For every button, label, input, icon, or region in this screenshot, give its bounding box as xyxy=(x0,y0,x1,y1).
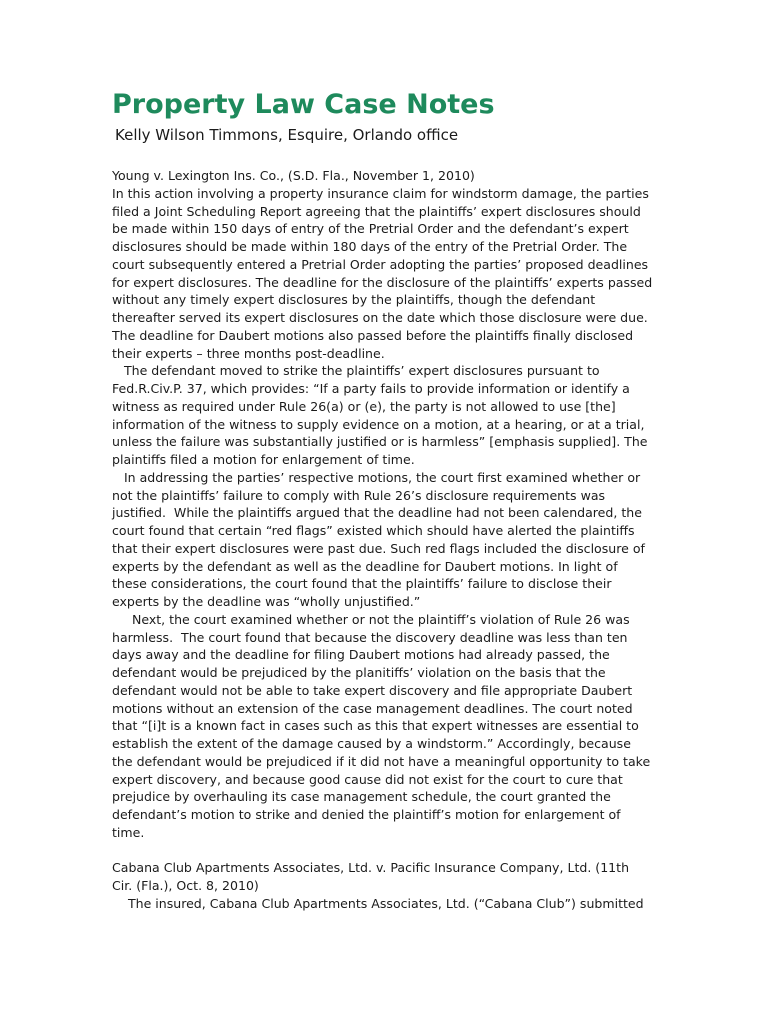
text-line: for expert disclosures. The deadline for the disclosure of the plaintiffs’ experts passed xyxy=(112,274,653,290)
text-line: The insured, Cabana Club Apartments Associates, Ltd. (“Cabana Club”) submitted xyxy=(112,895,644,911)
case-note xyxy=(112,859,678,912)
text-line: In this action involving a property insurance claim for windstorm damage, the parties xyxy=(112,185,649,201)
text-line: the defendant would be prejudiced if it did not have a meaningful opportunity to take xyxy=(112,753,651,769)
text-line: justified. While the plaintiffs argued that the deadline had not been calendared, the xyxy=(112,505,642,521)
text-line: In addressing the parties’ respective motions, the court first examined whether or xyxy=(112,469,641,485)
text-line: Next, the court examined whether or not the plaintiff’s violation of Rule 26 was xyxy=(112,611,630,627)
text-line: defendant would not be able to take expert discovery and file appropriate Daubert xyxy=(112,682,633,698)
text-line: experts by the defendant as well as the deadline for Daubert motions. In light of xyxy=(112,558,618,574)
text-line: Young v. Lexington Ins. Co., (S.D. Fla., November 1, 2010) xyxy=(112,168,475,183)
text-line: information of the witness to supply evidence on a motion, at a hearing, or at a trial, xyxy=(112,416,645,432)
text-line: plaintiffs filed a motion for enlargement of time. xyxy=(112,452,415,467)
author-byline: Kelly Wilson Timmons, Esquire, Orlando office xyxy=(115,126,459,144)
text-line: that “[i]t is a known fact in cases such as this that expert witnesses are essential to xyxy=(112,718,639,734)
text-line: days away and the deadline for filing Daubert motions had already passed, the xyxy=(112,647,610,663)
text-line: Cabana Club Apartments Associates, Ltd. v. Pacific Insurance Company, Ltd. (11th xyxy=(112,860,630,876)
text-line: that their expert disclosures were past due. Such red flags included the disclosure of xyxy=(112,540,645,556)
text-line: witness as required under Rule 26(a) or (e), the party is not allowed to use [the] xyxy=(112,398,616,414)
text-line: The deadline for Daubert motions also passed before the plaintiffs finally disclosed xyxy=(112,327,634,343)
text-line: prejudice by overhauling its case management schedule, the court granted the xyxy=(112,789,611,805)
text-line: not the plaintiffs’ failure to comply with Rule 26’s disclosure requirements was xyxy=(112,487,606,503)
text-line: court found that certain “red flags” existed which should have alerted the plaintiffs xyxy=(112,523,635,538)
text-line: Fed.R.Civ.P. 37, which provides: “If a party fails to provide information or identify a xyxy=(112,381,630,396)
text-line: motions without an extension of the case management deadlines. The court noted xyxy=(112,700,633,716)
case-note xyxy=(112,167,678,842)
text-line: harmless. The court found that because the discovery deadline was less than ten xyxy=(112,629,628,645)
text-line: filed a Joint Scheduling Report agreeing that the plaintiffs’ expert disclosures should xyxy=(112,203,641,219)
text-line: be made within 150 days of entry of the Pretrial Order and the defendant’s expert xyxy=(112,221,629,237)
text-line: unless the failure was substantially justified or is harmless” [emphasis supplied]. The xyxy=(112,434,648,450)
text-line: these considerations, the court found that the plaintiffs’ failure to disclose their xyxy=(112,576,612,592)
text-line: their experts – three months post-deadline. xyxy=(112,345,385,361)
text-line: experts by the deadline was “wholly unjustified.” xyxy=(112,594,421,609)
text-line: Cir. (Fla.), Oct. 8, 2010) xyxy=(112,878,259,893)
page-title: Property Law Case Notes xyxy=(112,89,495,120)
text-line: court subsequently entered a Pretrial Order adopting the parties’ proposed deadlines xyxy=(112,256,649,272)
text-line: thereafter served its expert disclosures on the date which those disclosure were due. xyxy=(112,310,648,325)
text-line: without any timely expert disclosures by the plaintiffs, though the defendant xyxy=(112,292,596,308)
text-line: disclosures should be made within 180 days of the entry of the Pretrial Order. The xyxy=(112,239,628,254)
text-line: defendant would be prejudiced by the planitiffs’ violation on the basis that the xyxy=(112,665,606,680)
text-line: expert discovery, and because good cause did not exist for the court to cure that xyxy=(112,771,623,787)
text-line: defendant’s motion to strike and denied the plaintiff’s motion for enlargement of xyxy=(112,807,621,822)
text-line: time. xyxy=(112,824,145,840)
text-line: establish the extent of the damage caused by a windstorm.” Accordingly, because xyxy=(112,736,631,751)
text-line: The defendant moved to strike the plaintiffs’ expert disclosures pursuant to xyxy=(112,363,600,379)
